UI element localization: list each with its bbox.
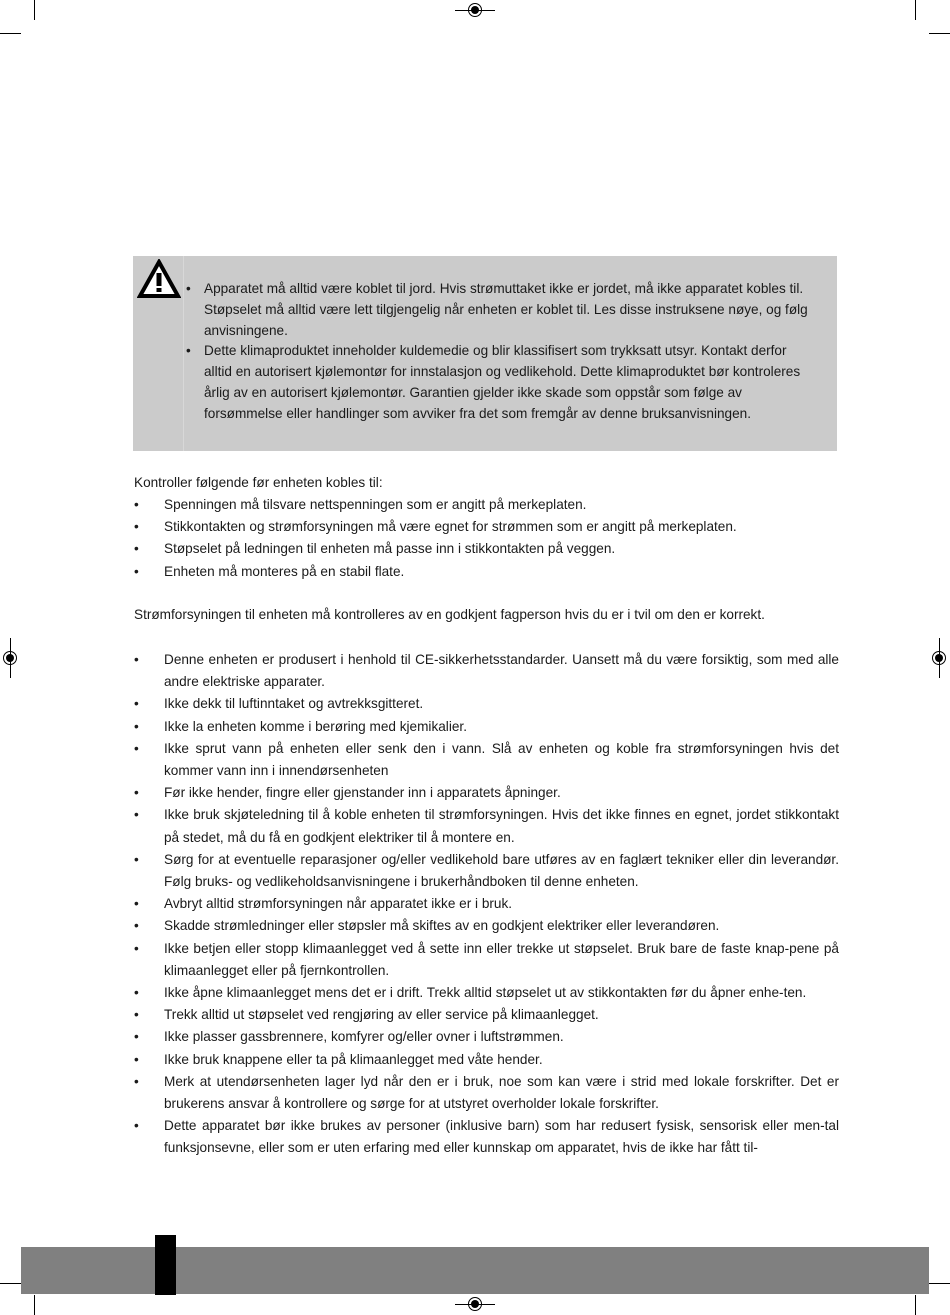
power-note: Strømforsyningen til enheten må kontrolleres av en godkjent fagperson hvis du er i tvil om den er korrekt.: [134, 607, 765, 622]
checklist-intro: Kontroller følgende før enheten kobles til:: [134, 475, 383, 490]
crop-mark: [34, 1295, 35, 1315]
safety-item: • Sørg for at eventuelle reparasjoner og/eller vedlikehold bare utføres av en faglært tekniker eller din leverandør. Følg bruks- og vedlikeholdsanvisningene i brukerhåndboken til denne enheten.: [134, 849, 839, 893]
crop-mark: [0, 33, 21, 34]
bullet: •: [134, 1007, 139, 1023]
bullet: •: [134, 1073, 139, 1089]
warning-list: [184, 256, 837, 451]
power-note-section: [134, 604, 839, 626]
bullet: •: [134, 1118, 139, 1134]
warning-item: • Apparatet må alltid være koblet til jord. Hvis strømuttaket ikke er jordet, må ikke apparatet kobles til. Støpselet må alltid være lett tilgjengelig når enheten er koblet til. Les disse instruksene nøye, og følg anvisningene.: [192, 279, 817, 341]
checklist-item: • Spenningen må tilsvare nettspenningen som er angitt på merkeplaten.: [134, 494, 839, 516]
safety-item: • Avbryt alltid strømforsyningen når apparatet ikke er i bruk.: [134, 893, 839, 915]
checklist-item: • Stikkontakten og strømforsyningen må være egnet for strømmen som er angitt på merkeplaten.: [134, 516, 839, 538]
registration-mark-icon: [932, 651, 946, 665]
registration-mark-icon: [468, 1297, 482, 1311]
bullet: •: [134, 918, 139, 934]
bullet: •: [134, 807, 139, 823]
warning-triangle-icon: [137, 259, 181, 299]
bullet: •: [134, 985, 139, 1001]
pre-connection-checklist: [134, 472, 839, 583]
safety-item: • Denne enheten er produsert i henhold til CE-sikkerhetsstandarder. Uansett må du være forsiktig, som med alle andre elektriske apparater.: [134, 649, 839, 693]
bullet: •: [134, 1029, 139, 1045]
crop-mark: [929, 33, 950, 34]
warning-icon-column: [133, 256, 184, 451]
safety-item: • Merk at utendørsenheten lager lyd når den er i bruk, noe som kan være i strid med lokale forskrifter. Det er brukerens ansvar å kontrollere og sørge for at utstyret overholder lokale forskrifter.: [134, 1071, 839, 1115]
safety-item: • Ikke bruk skjøteledning til å koble enheten til strømforsyningen. Hvis det ikke finnes en egnet, jordet stikkontakt på stedet, må du få en godkjent elektriker til å montere en.: [134, 804, 839, 848]
crop-mark: [915, 0, 916, 20]
safety-item: • Ikke sprut vann på enheten eller senk den i vann. Slå av enheten og koble fra strømforsyningen hvis det kommer vann inn i innendørsenheten: [134, 738, 839, 782]
bullet: •: [134, 896, 139, 912]
safety-item: • Ikke åpne klimaanlegget mens det er i drift. Trekk alltid støpselet ut av stikkontakten før du åpner enhe-ten.: [134, 982, 839, 1004]
registration-mark-icon: [468, 3, 482, 17]
footer-page-tab: [155, 1235, 176, 1295]
checklist-items: [134, 494, 839, 583]
bullet: •: [134, 940, 139, 956]
checklist-item: • Støpselet på ledningen til enheten må passe inn i stikkontakten på veggen.: [134, 538, 839, 560]
safety-item: • Ikke plasser gassbrennere, komfyrer og/eller ovner i luftstrømmen.: [134, 1026, 839, 1048]
bullet: •: [134, 497, 139, 512]
safety-item: • Ikke betjen eller stopp klimaanlegget ved å sette inn eller trekke ut støpselet. Bruk bare de faste knap-pene på klimaanlegget eller på fjernkontrollen.: [134, 938, 839, 982]
bullet: •: [134, 696, 139, 712]
bullet: •: [134, 1051, 139, 1067]
bullet: •: [134, 519, 139, 535]
bullet: •: [134, 541, 139, 557]
safety-item: • Dette apparatet bør ikke brukes av personer (inklusive barn) som har redusert fysisk, sensorisk eller men-tal funksjonsevne, eller som er uten erfaring med eller kunnskap om apparatet, hvis de ikke har fått til-: [134, 1115, 839, 1159]
registration-mark-icon: [3, 651, 17, 665]
bullet: •: [134, 563, 139, 579]
crop-mark: [0, 1283, 21, 1284]
checklist-item: • Enheten må monteres på en stabil flate.: [134, 561, 839, 583]
safety-item: • Ikke bruk knappene eller ta på klimaanlegget med våte hender.: [134, 1049, 839, 1071]
crop-mark: [34, 0, 35, 20]
bullet: •: [134, 652, 139, 667]
safety-item: • Trekk alltid ut støpselet ved rengjøring av eller service på klimaanlegget.: [134, 1004, 839, 1026]
bullet: •: [134, 718, 139, 734]
warning-item: • Dette klimaproduktet inneholder kuldemedie og blir klassifisert som trykksatt utsyr. Kontakt derfor alltid en autorisert kjølemontør for innstalasjon og vedlikehold. Dette klimaproduktet bør kontroleres årlig av en autorisert kjølemontør. Garantien gjelder ikke skade som oppstår som følge av forsømmelse eller handlinger som avviker fra det som fremgår av denne bruksanvisningen.: [192, 341, 817, 424]
crop-mark: [929, 1283, 950, 1284]
bullet: •: [134, 785, 139, 801]
bullet: •: [134, 851, 139, 867]
safety-list: [134, 649, 839, 1160]
safety-item: • Skadde strømledninger eller støpsler må skiftes av en godkjent elektriker eller leverandøren.: [134, 915, 839, 937]
safety-instructions: [134, 649, 839, 1160]
safety-item: • Før ikke hender, fingre eller gjenstander inn i apparatets åpninger.: [134, 782, 839, 804]
safety-item: • Ikke dekk til luftinntaket og avtrekksgitteret.: [134, 693, 839, 715]
safety-item: • Ikke la enheten komme i berøring med kjemikalier.: [134, 716, 839, 738]
bullet: •: [134, 740, 139, 756]
warning-box: [133, 256, 837, 451]
crop-mark: [915, 1295, 916, 1315]
